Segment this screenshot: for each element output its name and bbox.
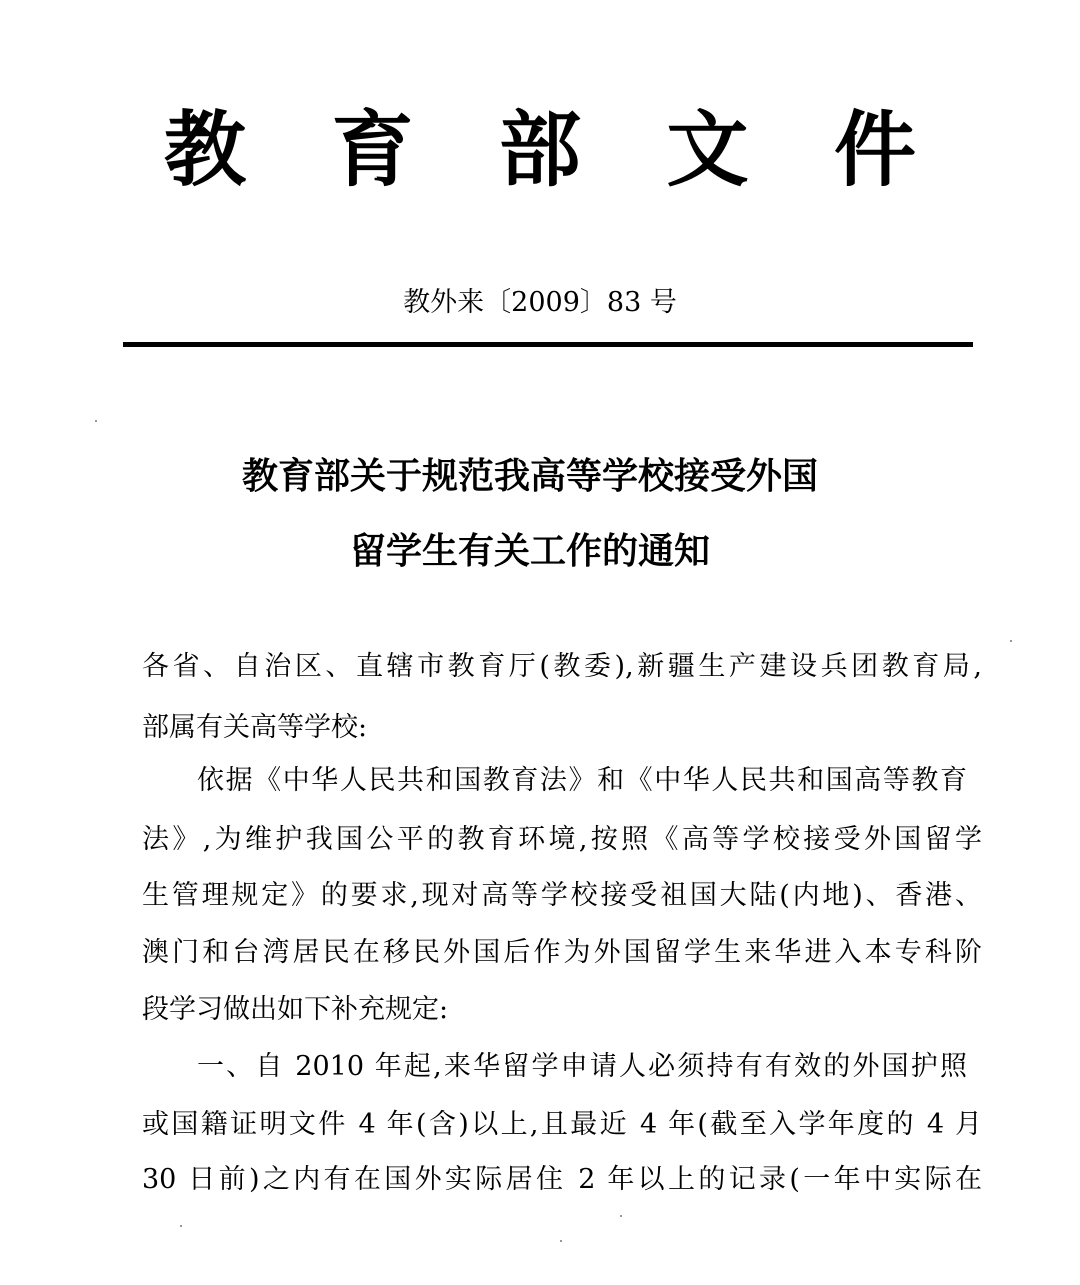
scan-speck (95, 420, 97, 422)
scan-speck (1010, 640, 1012, 642)
document-header (150, 95, 930, 205)
header-char: 教 (163, 102, 246, 198)
body-paragraph-line: 或国籍证明文件 4 年(含)以上,且最近 4 年(截至入学年度的 4 月 (142, 1109, 982, 1140)
header-char: 件 (833, 102, 916, 198)
body-paragraph-line: 30 日前)之内有在国外实际居住 2 年以上的记录(一年中实际在 (142, 1164, 982, 1195)
addressee-line: 部属有关高等学校: (142, 712, 368, 743)
addressee-line: 各省、自治区、直辖市教育厅(教委),新疆生产建设兵团教育局, (142, 651, 982, 682)
scan-speck (180, 1225, 182, 1227)
body-paragraph-line: 生管理规定》的要求,现对高等学校接受祖国大陆(内地)、香港、 (142, 880, 982, 911)
scan-speck (620, 1215, 622, 1217)
body-paragraph-line: 段学习做出如下补充规定: (142, 994, 449, 1025)
header-char: 文 (666, 102, 749, 198)
notice-title-line-1: 教育部关于规范我高等学校接受外国 (241, 455, 818, 497)
body-paragraph-line: 澳门和台湾居民在移民外国后作为外国留学生来华进入本专科阶 (142, 937, 982, 968)
body-paragraph-line: 依据《中华人民共和国教育法》和《中华人民共和国高等教育 (197, 765, 967, 796)
notice-title-line-2: 留学生有关工作的通知 (349, 530, 710, 572)
body-paragraph-line: 一、自 2010 年起,来华留学申请人必须持有有效的外国护照 (197, 1051, 967, 1082)
document-number: 教外来〔2009〕83 号 (403, 287, 677, 318)
body-paragraph-line: 法》,为维护我国公平的教育环境,按照《高等学校接受外国留学 (142, 824, 982, 855)
header-char: 部 (498, 102, 581, 198)
scan-speck (560, 1240, 562, 1242)
header-divider (123, 342, 973, 347)
header-char: 育 (331, 102, 414, 198)
